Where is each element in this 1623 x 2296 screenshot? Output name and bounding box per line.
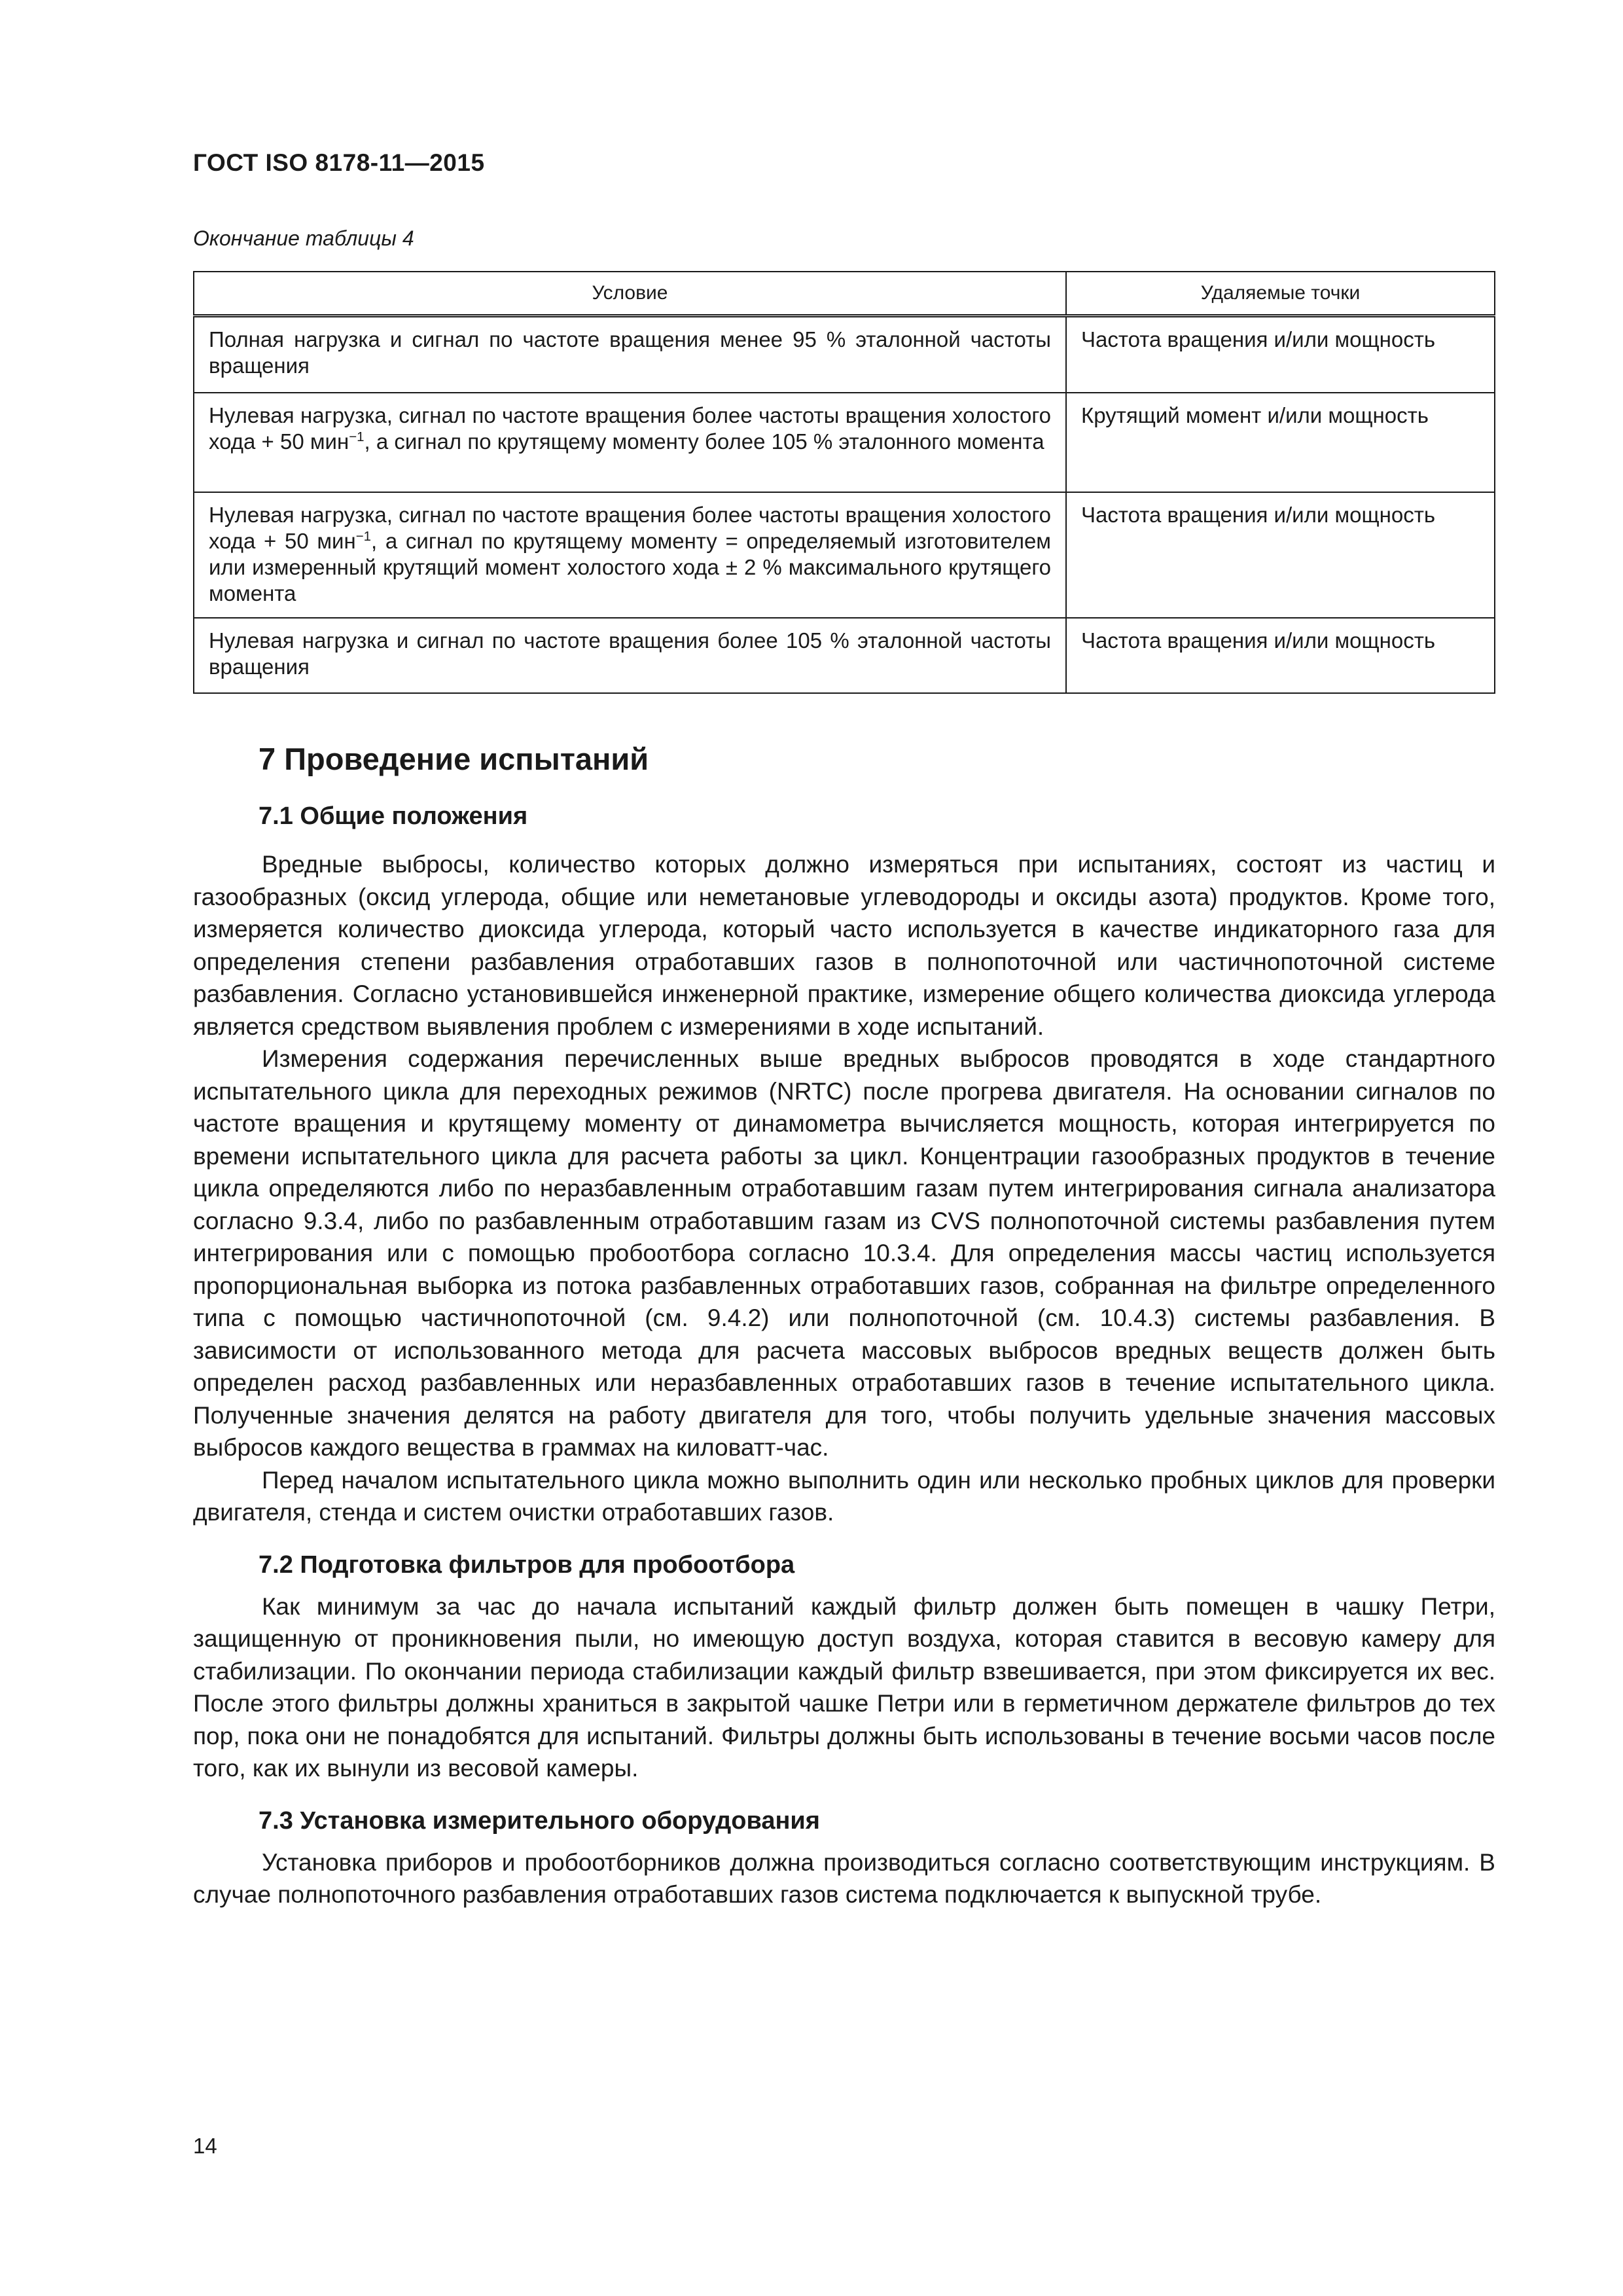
column-header-points: Удаляемые точки: [1066, 272, 1495, 316]
condition-cell: Полная нагрузка и сигнал по частоте вращения менее 95 % эталонной частоты вращения: [194, 316, 1066, 393]
table-header-row: [194, 272, 1495, 316]
condition-text: , а сигнал по крутящему моменту = определяемый изготовителем или измеренный крутящий момент холостого хода ± 2 % максимального крутящего момента: [209, 528, 1051, 605]
paragraph: Как минимум за час до начала испытаний каждый фильтр должен быть помещен в чашку Петри, защищенную от проникновения пыли, но имеющую доступ воздуха, которая ставится в весовую камеру для стабилизации. По окончании периода стабилизации каждый фильтр взвешивается, при этом фиксируется их вес. После этого фильтры должны храниться в закрытой чашке Петри или в герметичном держателе фильтров до тех пор, пока они не понадобятся для испытаний. Фильтры должны быть использованы в течение восьми часов после того, как их вынули из весовой камеры.: [193, 1592, 1495, 1782]
table-caption: Окончание таблицы 4: [193, 226, 414, 250]
condition-text: Нулевая нагрузка, сигнал по частоте вращения более частоты вращения холостого хода + 50 мин: [209, 502, 1051, 553]
subsection-title-7-2: 7.2 Подготовка фильтров для пробоотбора: [259, 1551, 795, 1579]
paragraph: Вредные выбросы, количество которых должно измеряться при испытаниях, состоят из частиц и газообразных (оксид углерода, общие или неметановые углеводороды и оксиды азота) продуктов. Кроме того, измеряется количество диоксида углерода, который часто используется в качестве индикаторного газа для определения степени разбавления отработавших газов в полнопоточной или частичнопоточной системе разбавления. Согласно установившейся инженерной практике, измерение общего количества диоксида углерода является средством выявления проблем с измерениями в ходе испытаний.: [193, 851, 1495, 1040]
paragraph: Измерения содержания перечисленных выше вредных выбросов проводятся в ходе стандартного испытательного цикла для переходных режимов (NRTC) после прогрева двигателя. На основании сигналов по частоте вращения и крутящему моменту от динамометра вычисляется мощность, которая интегрируется по времени испытательного цикла для расчета работы за цикл. Концентрации газообразных продуктов в течение цикла определяются либо по неразбавленным отработавшим газам путем интегрирования сигнала анализатора согласно 9.3.4, либо по разбавленным отработавшим газам из CVS полнопоточной системы разбавления путем интегрирования или с помощью пробоотбора согласно 10.3.4. Для определения массы частиц используется пропорциональная выборка из потока разбавленных отработавших газов, собранная на фильтре определенного типа с помощью частичнопоточной (см. 9.4.2) или полнопоточной (см. 10.4.3) системы разбавления. В зависимости от использованного метода для расчета массовых выбросов вредных веществ должен быть определен расход разбавленных или неразбавленных отработавших газов в течение испытательного цикла. Полученные значения делятся на работу двигателя для того, чтобы получить удельные значения массовых выбросов каждого вещества в граммах на киловатт-час.: [193, 1045, 1495, 1461]
section-7: [193, 740, 1495, 1911]
document-header: ГОСТ ISO 8178-11—2015: [193, 149, 485, 176]
table-row: [194, 393, 1495, 492]
table-row: [194, 316, 1495, 393]
points-cell: Крутящий момент и/или мощность: [1066, 393, 1495, 492]
paragraph: Установка приборов и пробоотборников должна производиться согласно соответствующим инструкциям. В случае полнопоточного разбавления отработавших газов система подключается к выпускной трубе.: [193, 1848, 1495, 1908]
points-cell: Частота вращения и/или мощность: [1066, 618, 1495, 693]
subsection-title-7-3: 7.3 Установка измерительного оборудования: [259, 1806, 820, 1835]
section-title: 7 Проведение испытаний: [259, 742, 649, 776]
exponent: −1: [355, 528, 372, 544]
conditions-table: [193, 271, 1495, 694]
condition-cell: Нулевая нагрузка и сигнал по частоте вращения более 105 % эталонной частоты вращения: [194, 618, 1066, 693]
table-row: [194, 618, 1495, 693]
column-header-condition: Условие: [194, 272, 1066, 316]
exponent: −1: [349, 429, 365, 444]
points-cell: Частота вращения и/или мощность: [1066, 492, 1495, 618]
page-number: 14: [193, 2134, 217, 2158]
document-page: [193, 0, 1495, 2296]
points-cell: Частота вращения и/или мощность: [1066, 316, 1495, 393]
condition-cell: [194, 393, 1066, 492]
subsection-title-7-1: 7.1 Общие положения: [259, 802, 528, 830]
paragraph: Перед началом испытательного цикла можно выполнить один или несколько пробных циклов для проверки двигателя, стенда и систем очистки отработавших газов.: [193, 1466, 1495, 1526]
condition-text: Нулевая нагрузка, сигнал по частоте вращения более частоты вращения холостого хода + 50 мин: [209, 403, 1051, 454]
condition-text: , а сигнал по крутящему моменту более 105 % эталонного момента: [364, 429, 1044, 454]
condition-cell: [194, 492, 1066, 618]
table-row: [194, 492, 1495, 618]
